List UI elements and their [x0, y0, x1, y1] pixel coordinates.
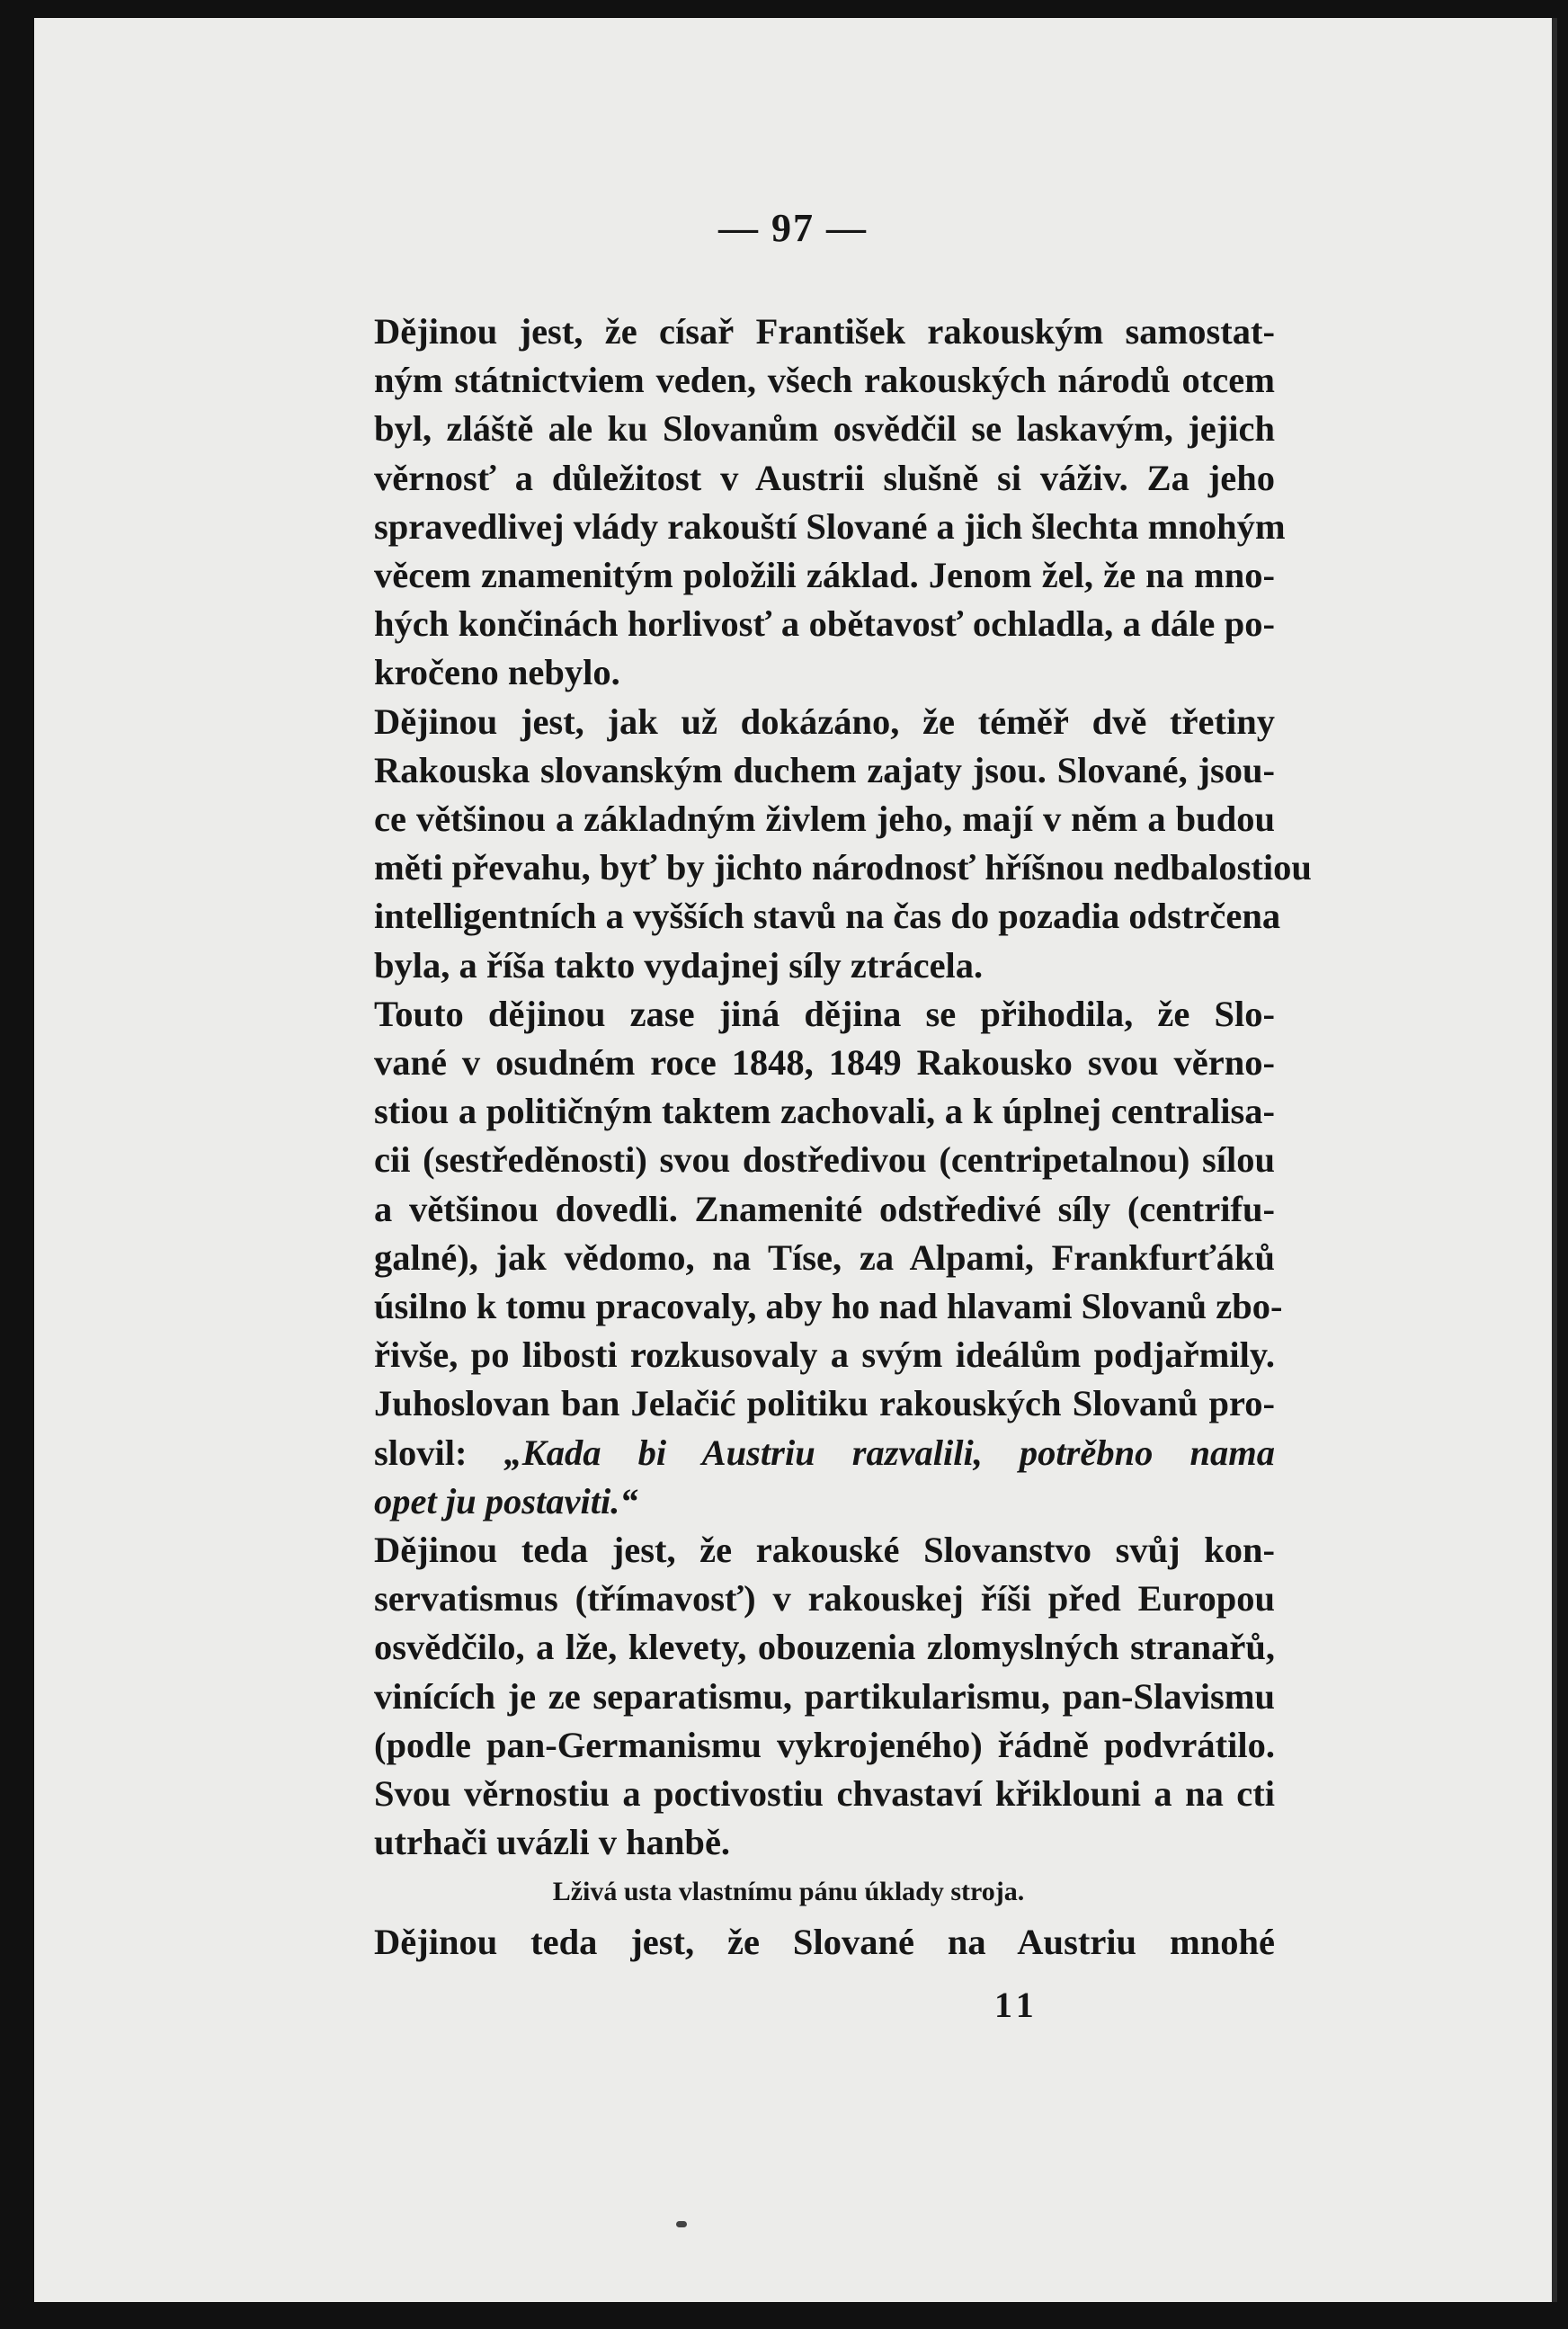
text-line: Touto dějinou zase jiná dějina se přihodila, že Slo- — [374, 993, 1275, 1034]
text-line: Dějinou jest, že císař František rakouským samostat- — [374, 311, 1275, 352]
text-line: řivše, po libosti rozkusovaly a svým ideálům podjařmily. — [374, 1334, 1275, 1376]
page-edge — [1552, 18, 1557, 2302]
text-line: byl, zláště ale ku Slovanům osvědčil se laskavým, jejich — [374, 408, 1275, 450]
text-line: měti převahu, byť by jichto národnosť hříšnou nedbalostiou — [374, 847, 1312, 888]
text-line: Juhoslovan ban Jelačić politiku rakouských Slovanů pro- — [374, 1383, 1275, 1424]
text-line: Dějinou jest, jak už dokázáno, že téměř dvě třetiny — [374, 700, 1275, 742]
text-line-quote: opet ju postaviti.“ — [374, 1480, 638, 1521]
text-line: vané v osudném roce 1848, 1849 Rakousko svou věrno- — [374, 1042, 1275, 1084]
text-line: Dějinou teda jest, že rakouské Slovanstvo svůj kon- — [374, 1530, 1275, 1571]
motto: Lživá usta vlastnímu pánu úklady stroja. — [552, 1876, 1025, 1906]
text-line: a většinou dovedli. Znamenité odstředivé síly (centrifu- — [374, 1188, 1275, 1229]
page-number: — 97 — — [718, 206, 868, 250]
text-line: hých končinách horlivosť a obětavosť ochladla, a dále po- — [374, 603, 1275, 645]
text-line: osvědčilo, a lže, klevety, obouzenia zlomyslných stranařů, — [374, 1627, 1275, 1668]
paragraph-1 — [275, 308, 1286, 698]
text-line: ným státnictviem veden, všech rakouských národů otcem — [374, 360, 1275, 401]
text-line: byla, a říša takto vydajnej síly ztrácela. — [374, 944, 984, 986]
paragraph-2 — [275, 698, 1312, 990]
text-line: cii (sestředěnosti) svou dostředivou (centripetalnou) sílou — [374, 1139, 1275, 1181]
text-line: kročeno nebylo. — [374, 652, 620, 693]
text-line-quote: slovil: „Kada bi Austriu razvalili, potrěbno nama — [374, 1432, 1275, 1473]
signature-mark: 11 — [994, 1985, 1039, 2025]
text-line: Rakouska slovanským duchem zajaty jsou. Slované, jsou- — [374, 749, 1275, 790]
text-line: věcem znamenitým položili základ. Jenom žel, že na mno- — [374, 555, 1275, 596]
text-line: vinících je ze separatismu, partikularismu, pan-Slavismu — [374, 1675, 1275, 1717]
text-line: galné), jak vědomo, na Tíse, za Alpami, Frankfurťáků — [374, 1236, 1275, 1278]
text-line: servatismus (třímavosť) v rakouskej říši před Europou — [374, 1578, 1275, 1620]
text-line: Dějinou teda jest, že Slované na Austriu mnohé — [374, 1921, 1275, 1962]
text-line: věrnosť a důležitost v Austrii slušně si váživ. Za jeho — [374, 457, 1275, 498]
text-line: ce většinou a základným živlem jeho, mají v něm a budou — [374, 799, 1275, 840]
paragraph-3 — [275, 990, 1283, 1526]
quote-text: „Kada bi Austriu razvalili, potrěbno nama — [503, 1432, 1275, 1473]
text-line: Svou věrnostiu a poctivostiu chvastaví křiklouni a na cti — [374, 1773, 1275, 1815]
paragraph-5 — [275, 1918, 1275, 1967]
text-line: spravedlivej vlády rakouští Slované a jich šlechta mnohým — [374, 505, 1286, 547]
body-text — [275, 308, 1312, 1967]
book-page — [34, 18, 1552, 2302]
text-line: (podle pan-Germanismu vykrojeného) řádně podvrátilo. — [374, 1724, 1275, 1765]
text-line: úsilno k tomu pracovaly, aby ho nad hlavami Slovanů zbo- — [374, 1286, 1283, 1327]
paragraph-4 — [275, 1526, 1275, 1867]
text-line: utrhači uvázli v hanbě. — [374, 1822, 731, 1863]
text-line: stiou a političným taktem zachovali, a k úplnej centralisa- — [374, 1091, 1275, 1132]
ink-speck — [676, 2221, 687, 2227]
text-line: intelligentních a vyšších stavů na čas do pozadia odstrčena — [374, 896, 1281, 937]
